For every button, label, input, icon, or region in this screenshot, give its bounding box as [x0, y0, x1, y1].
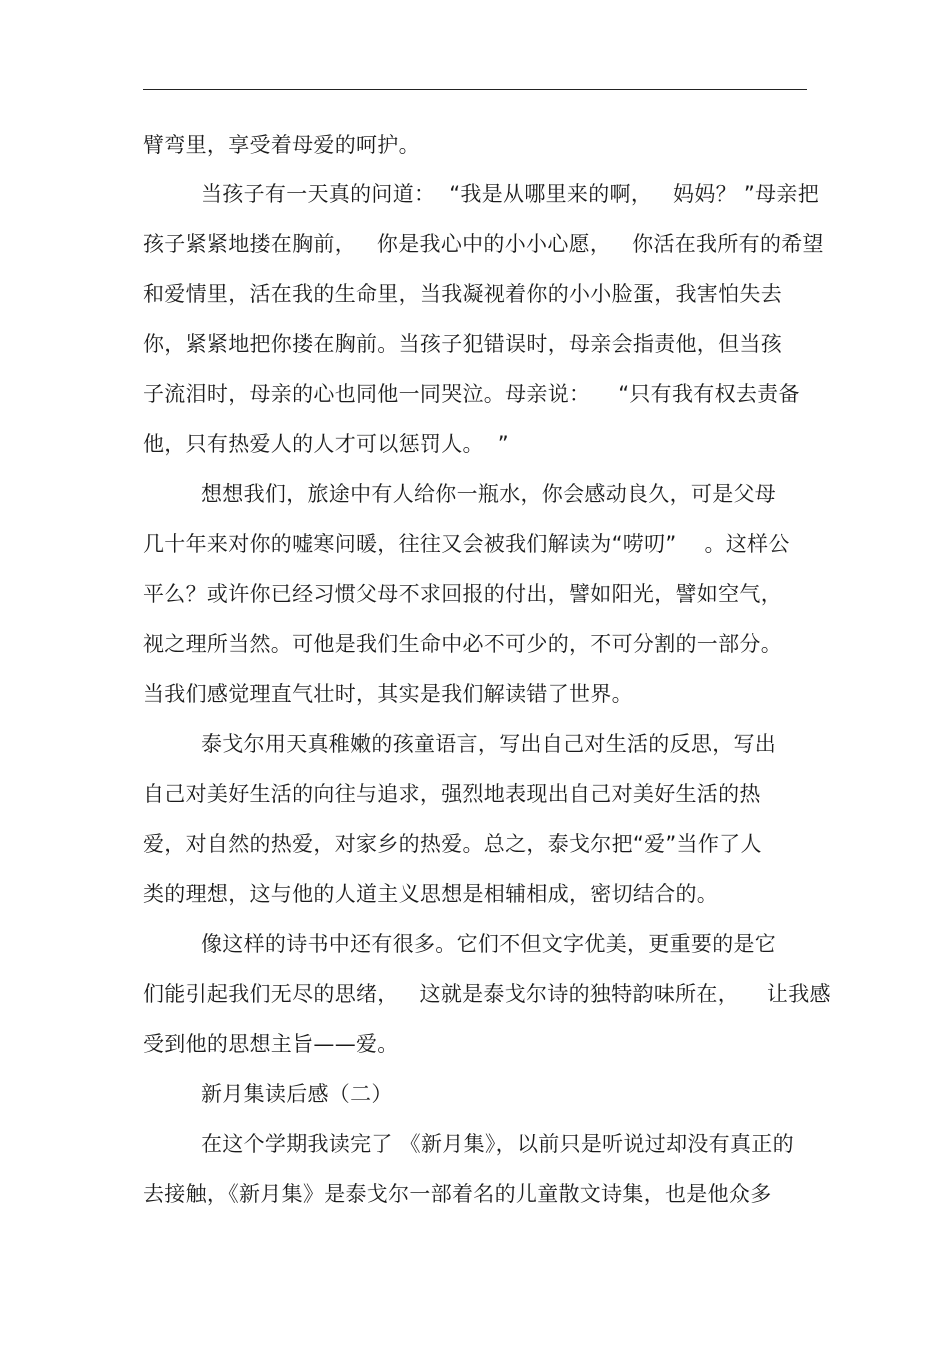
text-line: 当我们感觉理直气壮时，其实是我们解读错了世界。: [143, 682, 633, 706]
text-line: 去接触，《新月集》是泰戈尔一部着名的儿童散文诗集，也是他众多: [143, 1182, 772, 1206]
text-line: 们能引起我们无尽的思绪， 这就是泰戈尔诗的独特韵味所在， 让我感: [143, 982, 831, 1006]
section-heading: 新月集读后感（二）: [201, 1082, 393, 1106]
text-line: 像这样的诗书中还有很多。它们不但文字优美，更重要的是它: [201, 932, 777, 956]
text-line: 想想我们，旅途中有人给你一瓶水，你会感动良久，可是父母: [201, 482, 777, 506]
text-line: 子流泪时，母亲的心也同他一同哭泣。母亲说： “只有我有权去责备: [143, 382, 800, 406]
header-rule: [143, 89, 807, 90]
text-line: 平么？或许你已经习惯父母不求回报的付出，譬如阳光，譬如空气，: [143, 582, 782, 606]
text-line: 自己对美好生活的向往与追求，强烈地表现出自己对美好生活的热: [143, 782, 761, 806]
text-line: 几十年来对你的嘘寒问暖，往往又会被我们解读为“唠叨” 。这样公: [143, 532, 790, 556]
text-line: 类的理想，这与他的人道主义思想是相辅相成，密切结合的。: [143, 882, 719, 906]
text-line: 臂弯里，享受着母爱的呵护。: [143, 133, 420, 157]
text-line: 视之理所当然。可他是我们生命中必不可少的，不可分割的一部分。: [143, 632, 782, 656]
text-line: 在这个学期我读完了 《新月集》，以前只是听说过却没有真正的: [201, 1132, 794, 1156]
text-line: 你，紧紧地把你搂在胸前。当孩子犯错误时，母亲会指责他，但当孩: [143, 332, 782, 356]
text-line: 和爱情里，活在我的生命里，当我凝视着你的小小脸蛋，我害怕失去: [143, 282, 782, 306]
text-line: 孩子紧紧地搂在胸前， 你是我心中的小小心愿， 你活在我所有的希望: [143, 232, 824, 256]
text-line: 爱，对自然的热爱，对家乡的热爱。总之，泰戈尔把“爱”当作了人: [143, 832, 762, 856]
text-line: 他，只有热爱人的人才可以惩罚人。 ”: [143, 432, 509, 456]
text-line: 当孩子有一天真的问道： “我是从哪里来的啊， 妈妈？ ”母亲把: [201, 182, 820, 206]
text-line: 受到他的思想主旨——爱。: [143, 1032, 399, 1056]
text-line: 泰戈尔用天真稚嫩的孩童语言，写出自己对生活的反思，写出: [201, 732, 777, 756]
